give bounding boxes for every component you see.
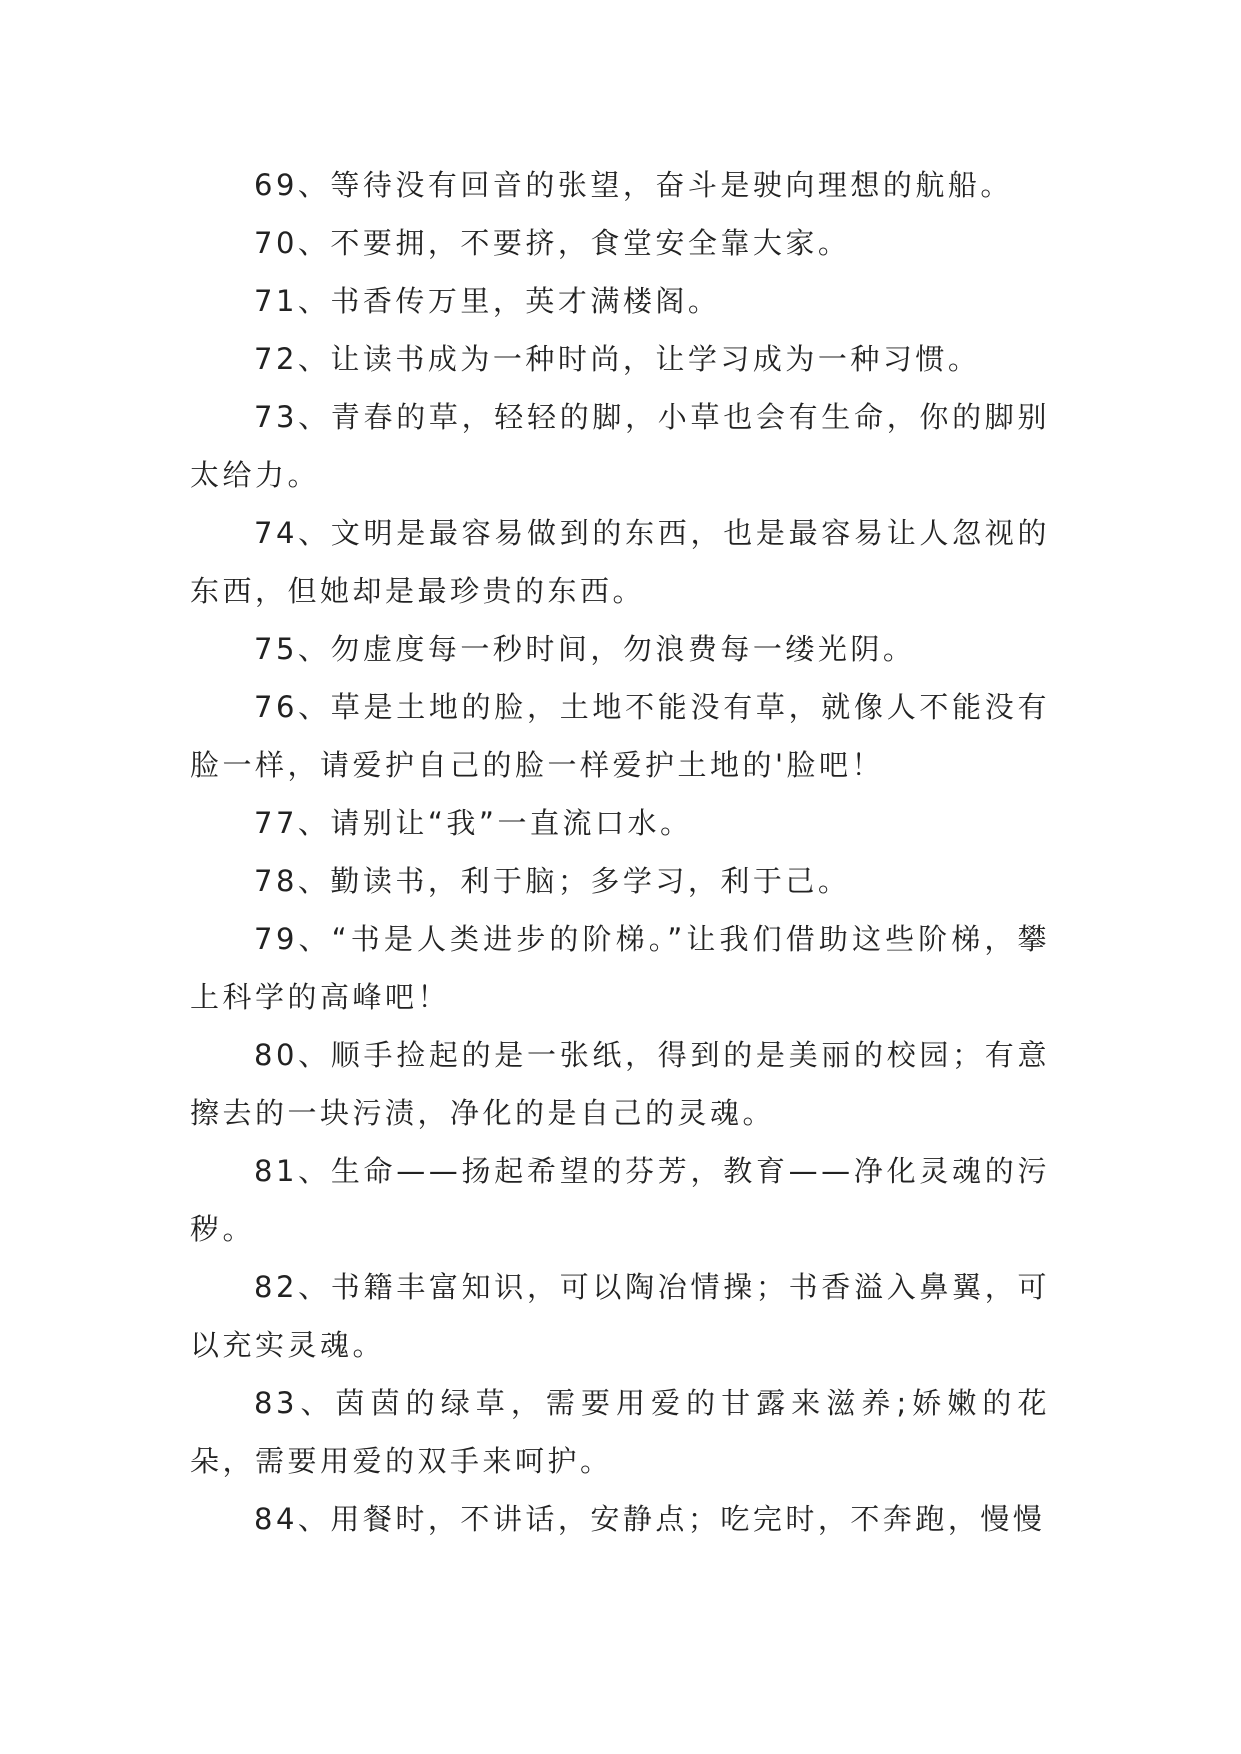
slogan-paragraph-82: 82、书籍丰富知识，可以陶冶情操；书香溢入鼻翼，可以充实灵魂。 [190, 1270, 1050, 1362]
slogan-paragraph-74: 74、文明是最容易做到的东西，也是最容易让人忽视的东西，但她却是最珍贵的东西。 [190, 516, 1050, 608]
slogan-paragraph-83: 83、茵茵的绿草，需要用爱的甘露来滋养;娇嫩的花朵，需要用爱的双手来呵护。 [190, 1386, 1050, 1478]
slogan-paragraph-70: 70、不要拥，不要挤，食堂安全靠大家。 [254, 226, 851, 260]
slogan-paragraph-77: 77、请别让“我”一直流口水。 [254, 806, 693, 840]
document-body [190, 156, 1050, 1548]
slogan-paragraph-79: 79、“书是人类进步的阶梯。”让我们借助这些阶梯，攀上科学的高峰吧！ [190, 922, 1050, 1014]
slogan-paragraph-80: 80、顺手捡起的是一张纸，得到的是美丽的校园；有意擦去的一块污渍，净化的是自己的灵魂。 [190, 1038, 1050, 1130]
slogan-paragraph-72: 72、让读书成为一种时尚，让学习成为一种习惯。 [254, 342, 981, 376]
slogan-paragraph-81: 81、生命——扬起希望的芬芳，教育——净化灵魂的污秽。 [190, 1154, 1050, 1246]
slogan-paragraph-71: 71、书香传万里，英才满楼阁。 [254, 284, 721, 318]
slogan-paragraph-75: 75、勿虚度每一秒时间，勿浪费每一缕光阴。 [254, 632, 916, 666]
slogan-paragraph-73: 73、青春的草，轻轻的脚，小草也会有生命，你的脚别太给力。 [190, 400, 1050, 492]
slogan-paragraph-76: 76、草是土地的脸，土地不能没有草，就像人不能没有脸一样，请爱护自己的脸一样爱护土地的'脸吧！ [190, 690, 1050, 782]
slogan-paragraph-78: 78、勤读书，利于脑；多学习，利于己。 [254, 864, 851, 898]
slogan-paragraph-69: 69、等待没有回音的张望，奋斗是驶向理想的航船。 [254, 168, 1013, 202]
slogan-paragraph-84: 84、用餐时，不讲话，安静点；吃完时，不奔跑，慢慢 [254, 1502, 1046, 1536]
